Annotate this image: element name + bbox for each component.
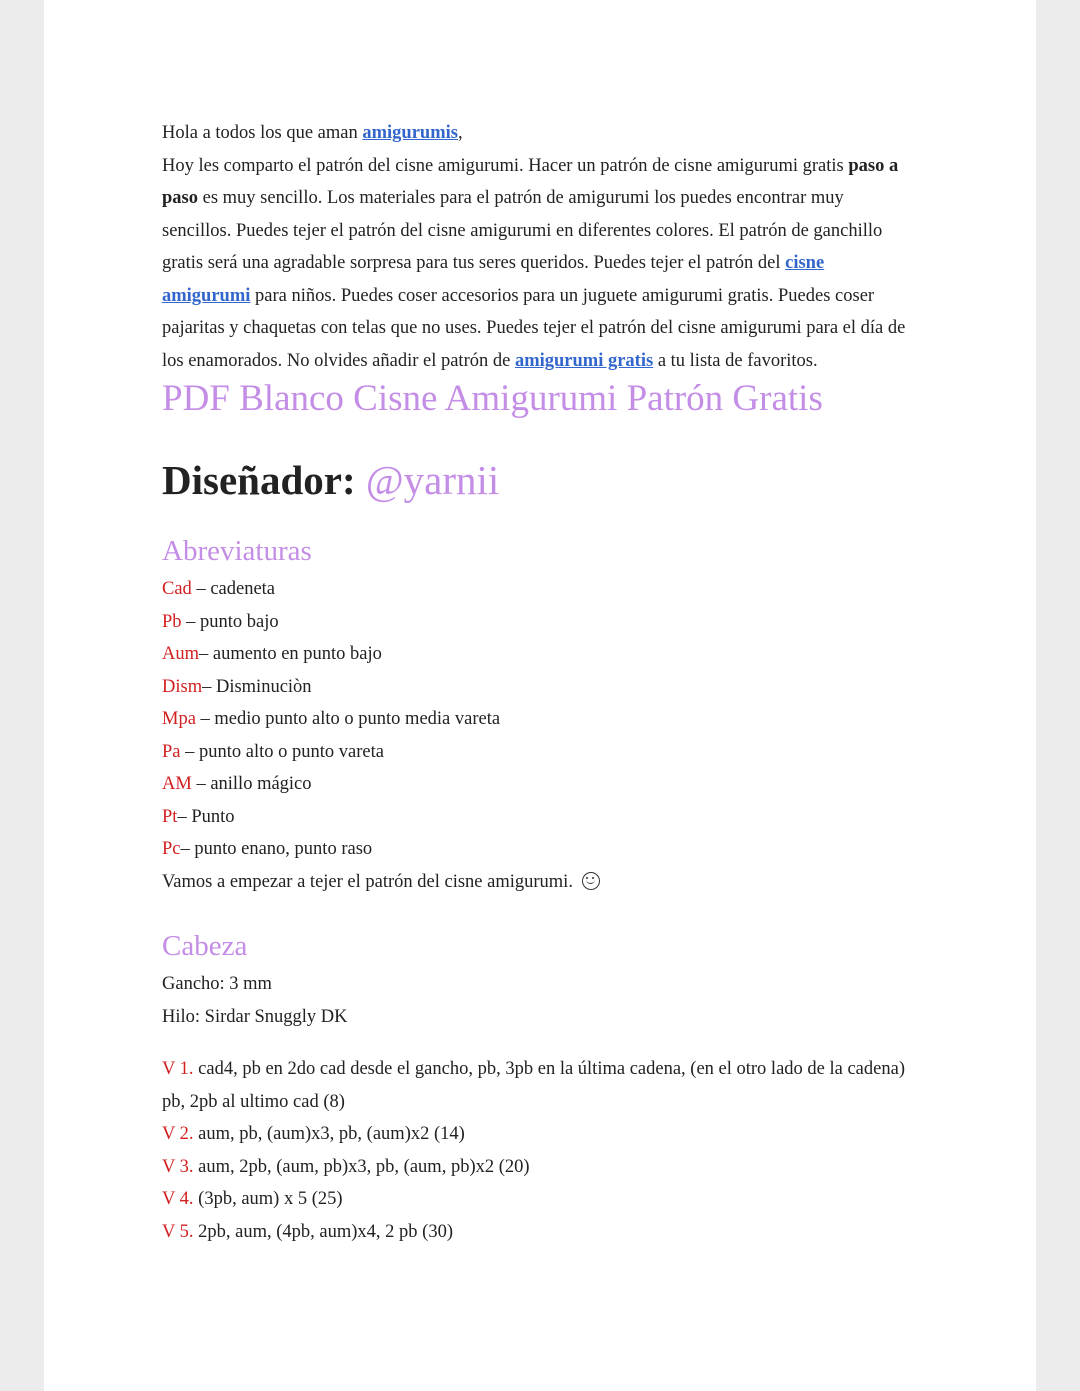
link-amigurumi-gratis[interactable]: amigurumi gratis — [514, 350, 654, 371]
hook-info: Gancho: 3 mm — [162, 974, 272, 994]
abbr-item: Mpa – medio punto alto o punto media vareta — [162, 709, 501, 729]
pattern-row: V 2. aum, pb, (aum)x3, pb, (aum)x2 (14) — [162, 1124, 465, 1144]
link-cisne-amigurumi[interactable]: cisne amigurumi — [162, 253, 825, 306]
abbr-item: Pa – punto alto o punto vareta — [162, 741, 384, 762]
abbr-item: Aum– aumento en punto bajo — [162, 644, 382, 664]
bold-paso-a-paso: paso a paso — [162, 155, 899, 208]
document-page — [44, 0, 1036, 1391]
intro-paragraph: Hola a todos los que aman amigurumis, Hoy les comparto el patrón del cisne amigurumi. Hacer un patrón de cisne amigurumi gratis paso a paso es muy sencillo. Los materiales para el patrón de amigurumi los puedes encontrar muy sencillos. Puedes tejer el patrón del cisne amigurumi en diferentes colores. El patrón de ganchillo gratis será una agradable sorpresa para tus seres queridos. Puedes tejer el patrón del cisne amigurumi para niños. Puedes coser accesorios para un juguete amigurumi gratis. Puedes coser pajaritas y chaquetas con telas que no uses. Puedes tejer el patrón del cisne amigurumi para el día de los enamorados. No olvides añadir el patrón de amigurumi gratis a tu lista de favoritos. — [162, 123, 906, 371]
abbr-item: Dism– Disminuciòn — [162, 676, 312, 697]
abbr-item: Cad – cadeneta — [162, 579, 276, 599]
abbreviations-heading: Abreviaturas — [162, 535, 312, 567]
rows-list — [162, 1053, 912, 1248]
document-content — [162, 117, 912, 1248]
designer-label: Diseñador: — [162, 457, 366, 503]
designer-handle: @yarnii — [365, 457, 500, 503]
pattern-row: V 3. aum, 2pb, (aum, pb)x3, pb, (aum, pb)x2 (20) — [162, 1156, 530, 1177]
pattern-row: V 1. cad4, pb en 2do cad desde el gancho, pb, 3pb en la última cadena, (en el otro lado de la cadena) pb, 2pb al ultimo cad (8) — [162, 1059, 905, 1112]
cabeza-heading: Cabeza — [162, 930, 248, 962]
abbr-item: Pb – punto bajo — [162, 611, 279, 632]
abbreviations-list — [162, 573, 912, 898]
closing-line: Vamos a empezar a tejer el patrón del cisne amigurumi. — [162, 866, 912, 899]
intro-greeting: Hola a todos los que aman — [162, 123, 363, 143]
yarn-info: Hilo: Sirdar Snuggly DK — [162, 1006, 348, 1027]
page-title: PDF Blanco Cisne Amigurumi Patrón Gratis — [162, 378, 823, 419]
abbr-item: Pc– punto enano, punto raso — [162, 839, 373, 859]
pattern-row: V 5. 2pb, aum, (4pb, aum)x4, 2 pb (30) — [162, 1221, 454, 1242]
abbr-item: AM – anillo mágico — [162, 774, 312, 794]
designer-line — [162, 457, 912, 503]
smiley-icon — [582, 872, 600, 890]
link-amigurumis[interactable]: amigurumis — [362, 123, 458, 143]
pattern-row: V 4. (3pb, aum) x 5 (25) — [162, 1189, 343, 1209]
abbr-item: Pt– Punto — [162, 806, 235, 827]
